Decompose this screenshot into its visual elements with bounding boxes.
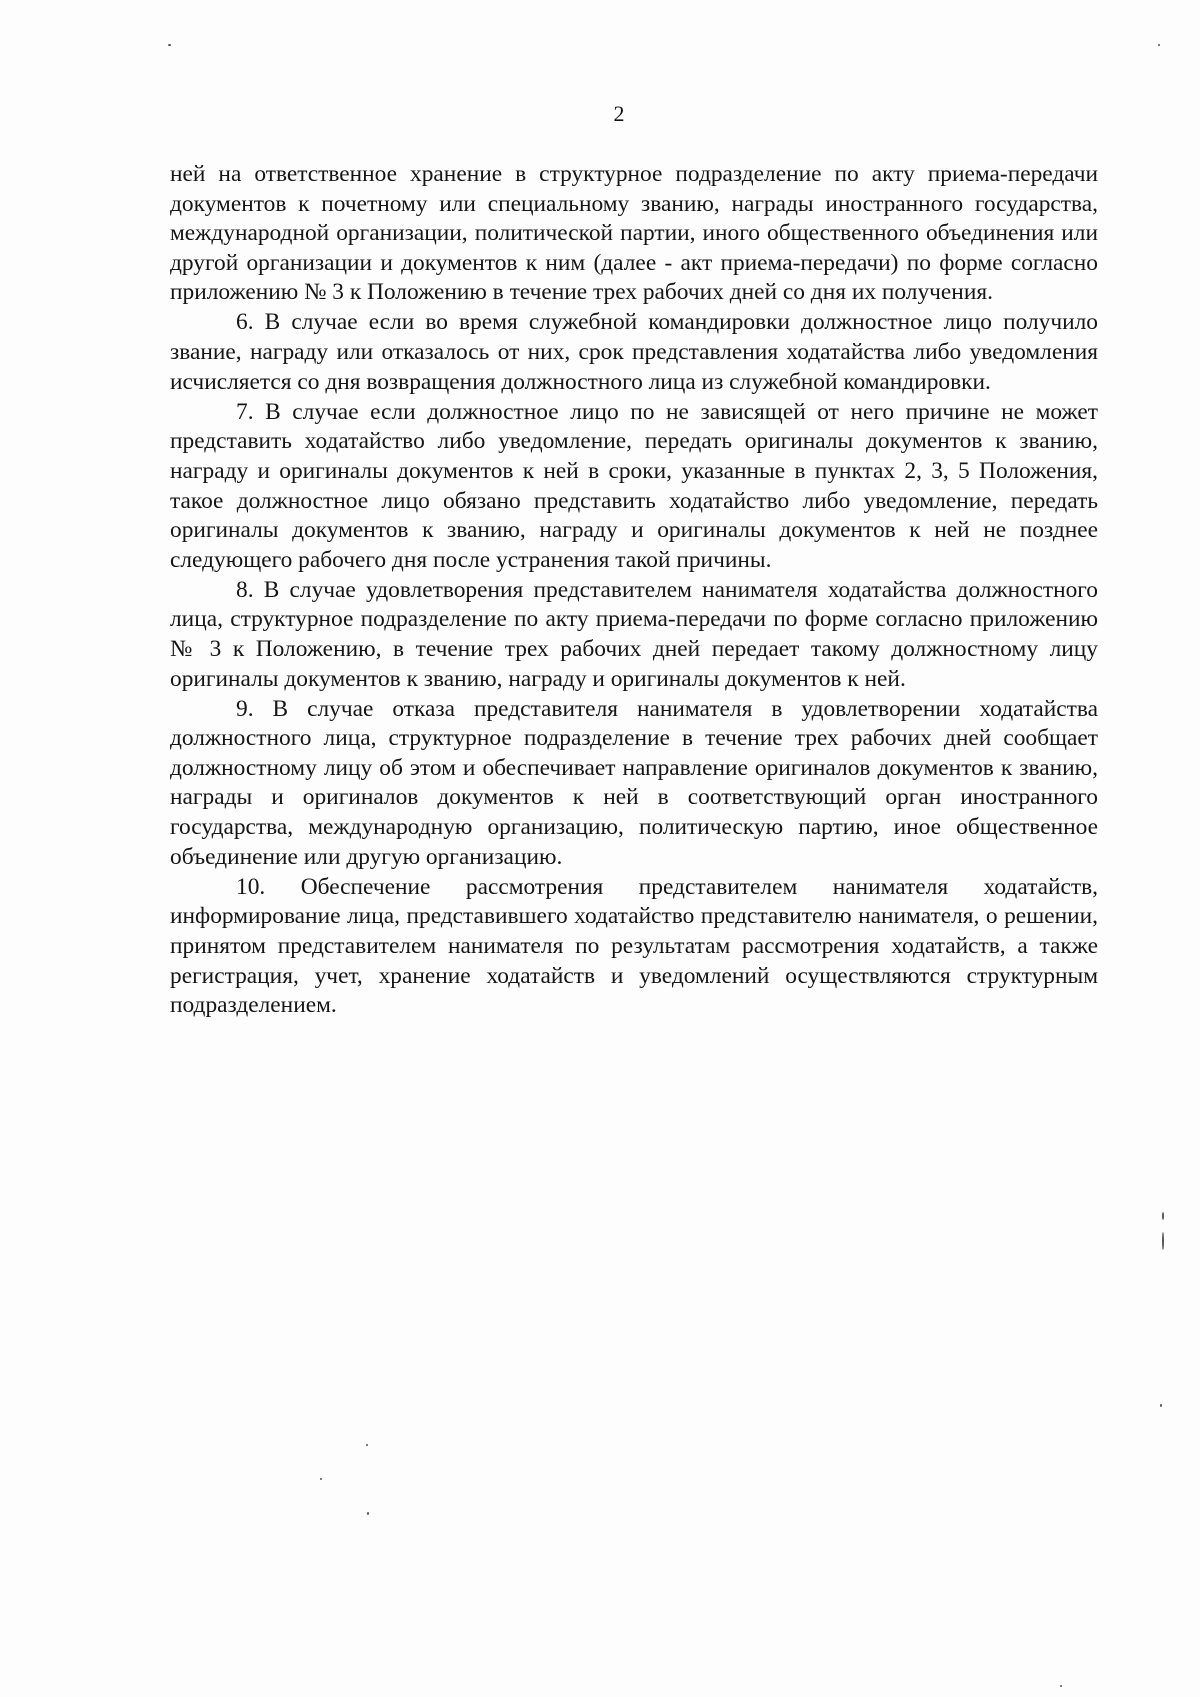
- scan-speck: [168, 44, 171, 46]
- paragraph-10: 10. Обеспечение рассмотрения представителем нанимателя ходатайств, информирование лица, представившего ходатайство представителю нанимателя, о решении, принятом представителем нанимателя по результатам рассмотрения ходатайств, а также регистрация, учет, хранение ходатайств и уведомлений осуществляются структурным подразделением.: [170, 873, 1098, 1019]
- scan-speck: [1162, 1232, 1164, 1250]
- paragraph-8: 8. В случае удовлетворения представителем нанимателя ходатайства должностного лица, структурное подразделение по акту приема-передачи по форме согласно приложению № 3 к Положению, в течение трех рабочих дней передает такому должностному лицу оригиналы документов к званию, награду и оригиналы документов к ней.: [170, 576, 1098, 692]
- paragraph-6: 6. В случае если во время служебной командировки должностное лицо получило звание, награду или отказалось от них, срок представления ходатайства либо уведомления исчисляется со дня возвращения должностного лица из служебной командировки.: [170, 309, 1098, 395]
- scan-speck: [366, 1444, 368, 1446]
- page-number: 2: [613, 101, 625, 126]
- paragraph-9: 9. В случае отказа представителя нанимателя в удовлетворении ходатайства должностного лица, структурное подразделение в течение трех рабочих дней сообщает должностному лицу об этом и обеспечивает направление оригиналов документов к званию, награды и оригиналов документов к ней в соответствующий орган иностранного государства, международную организацию, политическую партию, иное общественное объединение или другую организацию.: [170, 695, 1098, 870]
- scan-speck: [1162, 1212, 1164, 1220]
- paragraph-continuation: ней на ответственное хранение в структурное подразделение по акту приема-передачи документов к почетному или специальному званию, награды иностранного государства, международной организации, политической партии, иного общественного объединения или другой организации и документов к ним (далее - акт приема-передачи) по форме согласно приложению № 3 к Положению в течение трех рабочих дней со дня их получения.: [170, 161, 1098, 306]
- scan-speck: [1158, 44, 1160, 46]
- scan-speck: [367, 1512, 369, 1515]
- scan-speck: [1060, 1685, 1062, 1687]
- paragraph-7: 7. В случае если должностное лицо по не зависящей от него причине не может представить ходатайство либо уведомление, передать оригиналы документов к званию, награду и оригиналы документов к ней в сроки, указанные в пунктах 2, 3, 5 Положения, такое должностное лицо обязано представить ходатайство либо уведомление, передать оригиналы документов к званию, награду и оригиналы документов к ней не позднее следующего рабочего дня после устранения такой причины.: [170, 398, 1098, 573]
- document-body: [170, 160, 1098, 1021]
- scan-speck: [1160, 1404, 1162, 1407]
- scan-speck: [320, 1478, 322, 1480]
